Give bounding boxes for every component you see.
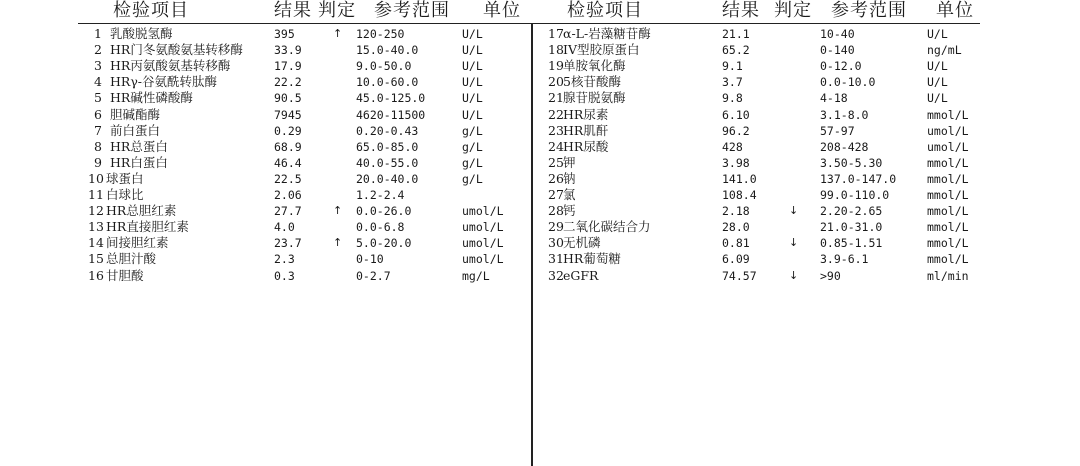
item-number: 11	[88, 187, 104, 202]
reference-range: 0.0-26.0	[356, 204, 412, 219]
reference-range: 9.0-50.0	[356, 59, 412, 74]
item-number: 24	[548, 138, 564, 154]
item-name: HRγ-谷氨酰转肽酶	[110, 74, 218, 90]
result-value: 27.7	[274, 204, 302, 219]
header-result-left: 结果	[274, 0, 312, 21]
result-value: 3.98	[722, 155, 750, 170]
unit-label: U/L	[462, 75, 483, 90]
item-number: 18	[548, 42, 564, 58]
item-number: 28	[548, 203, 564, 219]
unit-label: umol/L	[462, 204, 504, 219]
result-value: 22.2	[274, 75, 302, 90]
item-number: 31	[548, 251, 564, 267]
item-number: 21	[548, 90, 564, 106]
reference-range: 0.0-10.0	[820, 75, 876, 90]
item-name: 二氧化碳结合力	[563, 219, 651, 235]
unit-label: umol/L	[462, 236, 504, 251]
item-number: 25	[548, 154, 564, 170]
unit-label: umol/L	[927, 139, 969, 154]
flag-indicator: ↑	[333, 204, 343, 218]
unit-label: ng/mL	[927, 43, 962, 58]
item-name: 氯	[563, 187, 576, 202]
result-value: 96.2	[722, 123, 750, 138]
flag-indicator: ↓	[789, 204, 799, 218]
unit-label: U/L	[927, 91, 948, 106]
item-name: 甘胆酸	[106, 267, 144, 283]
unit-label: U/L	[462, 27, 483, 41]
item-number: 6	[94, 106, 102, 122]
result-value: 74.57	[722, 268, 757, 283]
reference-range: 21.0-31.0	[820, 220, 883, 235]
item-number: 3	[94, 58, 102, 74]
reference-range: 15.0-40.0	[356, 43, 419, 58]
item-number: 20	[548, 74, 564, 90]
result-value: 6.10	[722, 107, 750, 122]
item-number: 12	[88, 203, 104, 219]
item-name: 胆碱酯酶	[110, 106, 161, 122]
reference-range: 99.0-110.0	[820, 188, 890, 202]
result-value: 428	[722, 139, 743, 154]
item-name: 腺苷脱氨酶	[563, 90, 626, 106]
item-number: 15	[88, 251, 104, 267]
result-value: 2.18	[722, 204, 750, 219]
result-value: 90.5	[274, 91, 302, 106]
result-value: 68.9	[274, 139, 302, 154]
unit-label: U/L	[927, 59, 948, 74]
reference-range: 137.0-147.0	[820, 171, 897, 186]
item-name: 间接胆红素	[106, 235, 169, 251]
result-value: 46.4	[274, 155, 302, 170]
result-value: 0.3	[274, 268, 295, 283]
item-name: HR丙氨酸氨基转移酶	[110, 58, 231, 74]
result-value: 33.9	[274, 43, 302, 58]
flag-indicator: ↑	[333, 236, 343, 250]
reference-range: 0-10	[356, 252, 384, 267]
result-value: 9.1	[722, 59, 743, 74]
item-name: 白球比	[106, 187, 144, 202]
item-number: 19	[548, 58, 564, 74]
result-value: 28.0	[722, 220, 750, 235]
item-number: 13	[88, 219, 104, 235]
item-number: 23	[548, 122, 564, 138]
item-number: 29	[548, 219, 564, 235]
result-value: 141.0	[722, 171, 757, 186]
reference-range: 65.0-85.0	[356, 139, 419, 154]
item-number: 4	[94, 74, 102, 90]
unit-label: U/L	[927, 75, 948, 90]
item-number: 27	[548, 187, 564, 202]
unit-label: U/L	[462, 107, 483, 122]
item-name: 前白蛋白	[110, 122, 161, 138]
item-name: HR葡萄糖	[563, 251, 621, 267]
result-value: 65.2	[722, 43, 750, 58]
unit-label: ml/min	[927, 268, 969, 283]
item-name: 钠	[563, 170, 576, 186]
result-value: 9.8	[722, 91, 743, 106]
item-name: 钙	[563, 203, 576, 219]
item-name: HR碱性磷酸酶	[110, 90, 193, 106]
result-value: 6.09	[722, 252, 750, 267]
item-name: HR总蛋白	[110, 138, 168, 154]
unit-label: g/L	[462, 171, 483, 186]
reference-range: 2.20-2.65	[820, 204, 883, 219]
item-name: 5核苷酸酶	[563, 74, 621, 90]
item-number: 5	[94, 90, 102, 106]
unit-label: mmol/L	[927, 107, 969, 122]
item-number: 30	[548, 235, 564, 251]
item-name: HR直接胆红素	[106, 219, 189, 235]
unit-label: mg/L	[462, 268, 490, 283]
item-name: 乳酸脱氢酶	[110, 26, 173, 41]
unit-label: U/L	[462, 91, 483, 106]
unit-label: U/L	[462, 43, 483, 58]
item-name: HR白蛋白	[110, 154, 168, 170]
reference-range: 208-428	[820, 139, 869, 154]
result-value: 108.4	[722, 188, 757, 202]
result-value: 17.9	[274, 59, 302, 74]
item-name: IV型胶原蛋白	[563, 42, 640, 58]
unit-label: mmol/L	[927, 188, 969, 202]
result-value: 2.3	[274, 252, 295, 267]
item-name: HR肌酐	[563, 122, 609, 138]
unit-label: mmol/L	[927, 204, 969, 219]
unit-label: mmol/L	[927, 171, 969, 186]
item-number: 10	[88, 170, 104, 186]
header-result-right: 结果	[722, 0, 760, 21]
reference-range: 3.9-6.1	[820, 252, 869, 267]
reference-range: 3.1-8.0	[820, 107, 869, 122]
unit-label: umol/L	[927, 123, 969, 138]
header-flag-right: 判定	[774, 0, 812, 21]
reference-range: 1.2-2.4	[356, 188, 405, 202]
item-number: 16	[88, 267, 104, 283]
reference-range: 120-250	[356, 27, 405, 41]
item-name: 钾	[563, 154, 576, 170]
reference-range: 57-97	[820, 123, 855, 138]
result-value: 4.0	[274, 220, 295, 235]
item-number: 7	[94, 122, 102, 138]
flag-indicator: ↓	[789, 236, 799, 250]
unit-label: g/L	[462, 139, 483, 154]
item-name: 球蛋白	[106, 170, 144, 186]
unit-label: g/L	[462, 155, 483, 170]
item-name: 总胆汁酸	[106, 251, 157, 267]
reference-range: 0.0-6.8	[356, 220, 405, 235]
reference-range: 10-40	[820, 27, 855, 41]
reference-range: 0-140	[820, 43, 855, 58]
item-number: 8	[94, 138, 102, 154]
unit-label: mmol/L	[927, 236, 969, 251]
flag-indicator: ↑	[333, 27, 343, 40]
result-value: 22.5	[274, 171, 302, 186]
item-number: 22	[548, 106, 564, 122]
unit-label: umol/L	[462, 252, 504, 267]
item-number: 32	[548, 267, 564, 283]
item-name: HR尿酸	[563, 138, 609, 154]
reference-range: 0-12.0	[820, 59, 862, 74]
reference-range: 40.0-55.0	[356, 155, 419, 170]
result-value: 23.7	[274, 236, 302, 251]
reference-range: 0-2.7	[356, 268, 391, 283]
result-value: 2.06	[274, 188, 302, 202]
result-value: 21.1	[722, 27, 750, 41]
header-range-left: 参考范围	[374, 0, 450, 21]
item-number: 1	[94, 26, 102, 41]
unit-label: mmol/L	[927, 252, 969, 267]
unit-label: mmol/L	[927, 155, 969, 170]
item-number: 26	[548, 170, 564, 186]
header-rule	[78, 23, 980, 24]
unit-label: U/L	[462, 59, 483, 74]
result-value: 3.7	[722, 75, 743, 90]
unit-label: mmol/L	[927, 220, 969, 235]
result-value: 0.29	[274, 123, 302, 138]
reference-range: 0.85-1.51	[820, 236, 883, 251]
result-value: 7945	[274, 107, 302, 122]
unit-label: U/L	[927, 27, 948, 41]
header-flag-left: 判定	[318, 0, 356, 21]
item-number: 14	[88, 235, 104, 251]
header-item-right: 检验项目	[567, 0, 643, 21]
item-number: 9	[94, 154, 102, 170]
item-name: α-L-岩藻糖苷酶	[563, 26, 651, 41]
header-unit-left: 单位	[483, 0, 521, 21]
item-number: 17	[548, 26, 564, 41]
result-value: 395	[274, 27, 295, 41]
flag-indicator: ↓	[789, 268, 799, 282]
item-name: 无机磷	[563, 235, 601, 251]
reference-range: 20.0-40.0	[356, 171, 419, 186]
header-range-right: 参考范围	[831, 0, 907, 21]
item-name: HR门冬氨酸氨基转移酶	[110, 42, 243, 58]
item-name: eGFR	[563, 267, 599, 283]
reference-range: 0.20-0.43	[356, 123, 419, 138]
item-name: HR总胆红素	[106, 203, 177, 219]
reference-range: 5.0-20.0	[356, 236, 412, 251]
item-name: HR尿素	[563, 106, 609, 122]
reference-range: 4620-11500	[356, 107, 426, 122]
reference-range: 3.50-5.30	[820, 155, 883, 170]
column-divider	[531, 23, 533, 466]
item-number: 2	[94, 42, 102, 58]
reference-range: 10.0-60.0	[356, 75, 419, 90]
unit-label: umol/L	[462, 220, 504, 235]
unit-label: g/L	[462, 123, 483, 138]
reference-range: 45.0-125.0	[356, 91, 426, 106]
item-name: 单胺氧化酶	[563, 58, 626, 74]
header-unit-right: 单位	[936, 0, 974, 21]
reference-range: 4-18	[820, 91, 848, 106]
reference-range: >90	[820, 268, 841, 283]
header-item-left: 检验项目	[113, 0, 189, 21]
result-value: 0.81	[722, 236, 750, 251]
